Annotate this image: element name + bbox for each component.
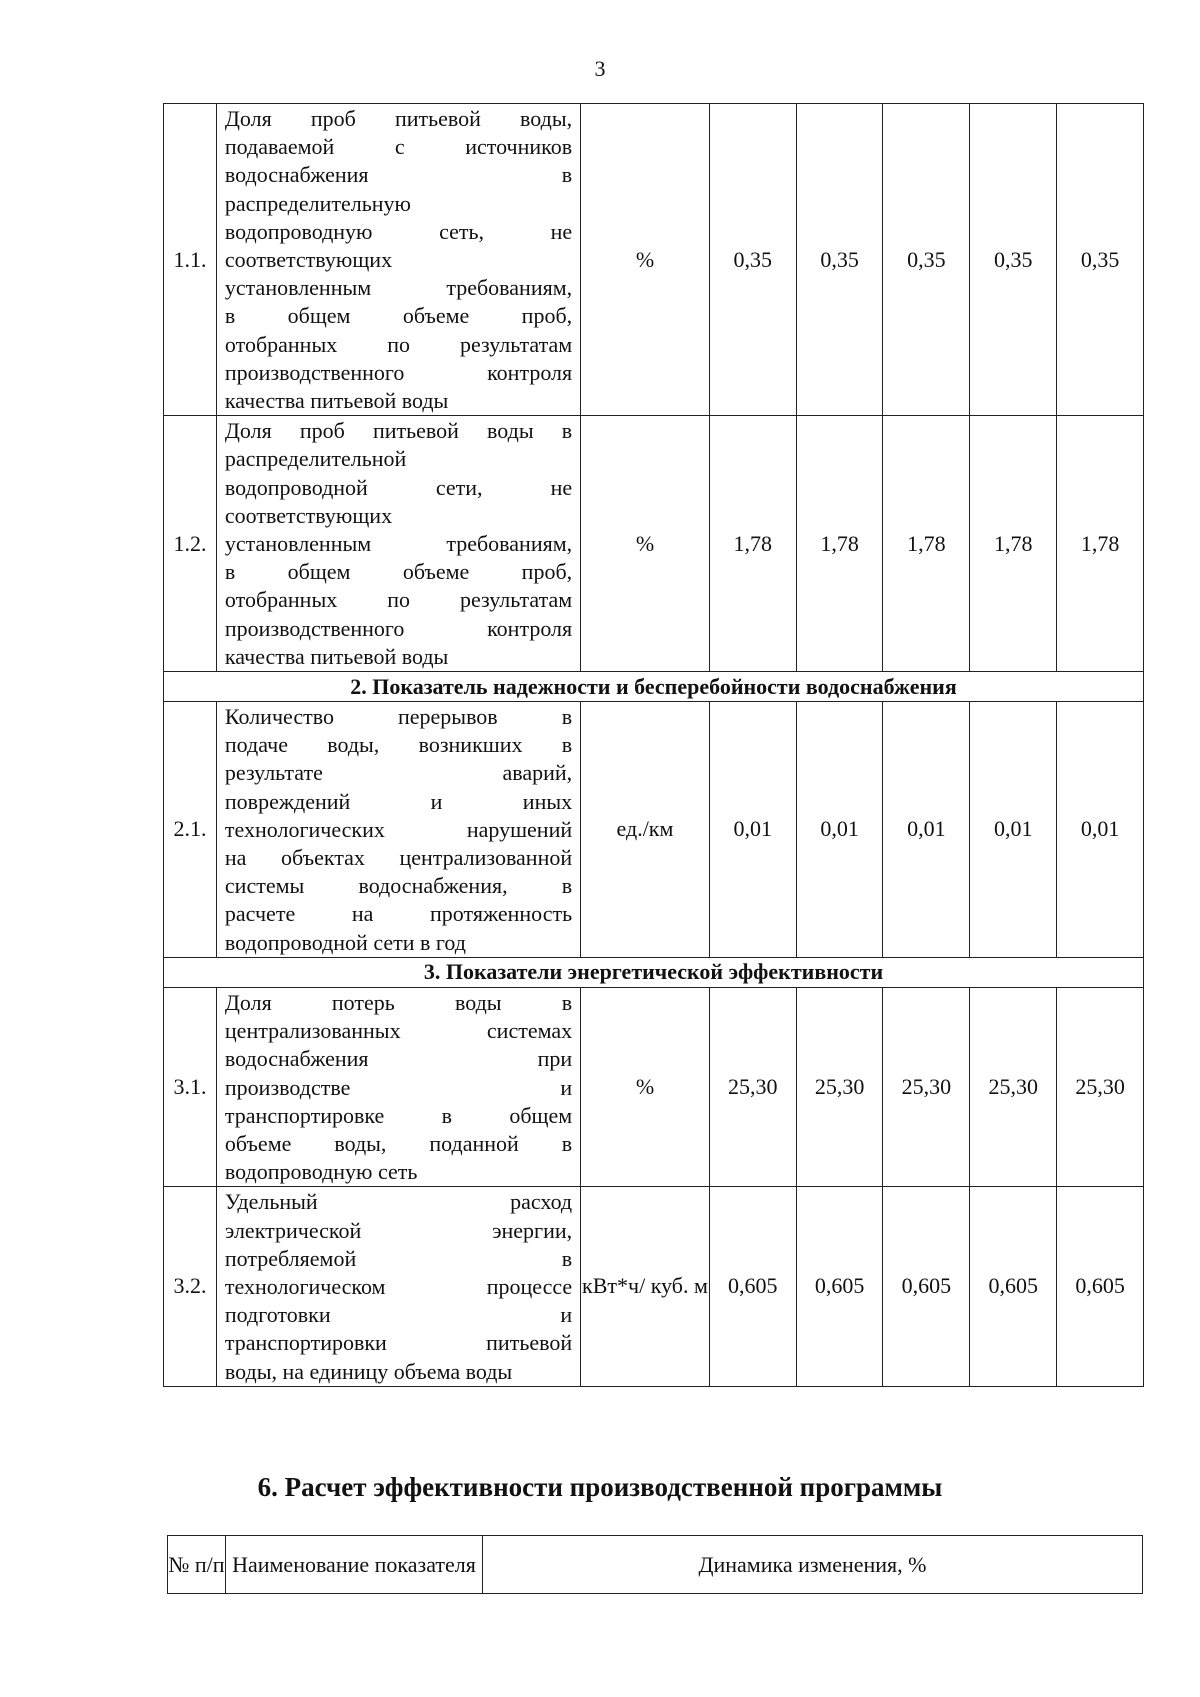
description-line: подаче воды, возникших в <box>224 732 573 758</box>
description-line: качества питьевой воды <box>224 643 449 669</box>
table-row <box>164 987 1144 1186</box>
indicator-description <box>216 416 580 672</box>
description-line: системы водоснабжения, в <box>224 873 573 899</box>
description-line: на объектах централизованной <box>224 845 573 871</box>
value-cell: 1,78 <box>709 416 796 672</box>
section-header: 3. Показатели энергетической эффективности <box>164 957 1144 987</box>
row-number: 1.2. <box>164 416 217 672</box>
value-cell: 0,605 <box>709 1187 796 1386</box>
description-line: отобранных по результатам <box>224 331 573 357</box>
description-line: технологическом процессе <box>224 1273 573 1299</box>
value-cell: 0,35 <box>709 104 796 416</box>
description-line: повреждений и иных <box>224 788 573 814</box>
description-line: централизованных системах <box>224 1018 573 1044</box>
value-cell: 25,30 <box>709 987 796 1186</box>
table-row <box>164 416 1144 672</box>
description-line: в общем объеме проб, <box>224 303 573 329</box>
description-line: отобранных по результатам <box>224 587 573 613</box>
description-line: водоснабжения при <box>224 1046 573 1072</box>
description-line: распределительную <box>224 190 411 216</box>
description-line: водопроводной сети, не <box>224 474 573 500</box>
unit-cell: % <box>581 104 710 416</box>
value-cell: 0,35 <box>1057 104 1144 416</box>
value-cell: 0,35 <box>796 104 883 416</box>
description-line: объеме воды, поданной в <box>224 1130 573 1156</box>
description-line: подаваемой с источников <box>224 134 573 160</box>
value-cell: 25,30 <box>1057 987 1144 1186</box>
description-line: Удельный расход <box>224 1189 573 1215</box>
value-cell: 25,30 <box>796 987 883 1186</box>
row-number: 2.1. <box>164 702 217 958</box>
efficiency-table <box>167 1535 1143 1594</box>
description-line: производстве и <box>224 1074 573 1100</box>
description-line: Доля потерь воды в <box>224 989 573 1015</box>
value-cell: 1,78 <box>883 416 970 672</box>
row-number: 3.2. <box>164 1187 217 1386</box>
value-cell: 1,78 <box>1057 416 1144 672</box>
section-title: 6. Расчет эффективности производственной программы <box>257 1472 943 1502</box>
value-cell: 0,01 <box>1057 702 1144 958</box>
description-line: водопроводную сеть <box>224 1159 418 1185</box>
value-cell: 1,78 <box>796 416 883 672</box>
value-cell: 0,35 <box>883 104 970 416</box>
section-header-row <box>164 957 1144 987</box>
value-cell: 25,30 <box>883 987 970 1186</box>
section-header-row <box>164 672 1144 702</box>
description-line: производственного контроля <box>224 615 573 641</box>
unit-cell: % <box>581 416 710 672</box>
indicator-description <box>216 104 580 416</box>
description-line: в общем объеме проб, <box>224 559 573 585</box>
row-number: 1.1. <box>164 104 217 416</box>
description-line: соответствующих <box>224 502 393 528</box>
indicator-description <box>216 987 580 1186</box>
unit-cell: кВт*ч/ куб. м <box>581 1187 710 1386</box>
description-line: воды, на единицу объема воды <box>224 1358 513 1384</box>
value-cell: 0,605 <box>1057 1187 1144 1386</box>
indicator-description <box>216 702 580 958</box>
value-cell: 0,01 <box>796 702 883 958</box>
description-line: качества питьевой воды <box>224 388 449 414</box>
value-cell: 0,35 <box>970 104 1057 416</box>
value-cell: 0,01 <box>883 702 970 958</box>
description-line: соответствующих <box>224 247 393 273</box>
description-line: производственного контроля <box>224 359 573 385</box>
header-number: № п/п <box>168 1536 226 1594</box>
description-line: расчете на протяженность <box>224 901 573 927</box>
unit-cell: ед./км <box>581 702 710 958</box>
row-number: 3.1. <box>164 987 217 1186</box>
description-line: электрической энергии, <box>224 1217 573 1243</box>
description-line: водоснабжения в <box>224 162 573 188</box>
header-dynamics: Динамика изменения, % <box>483 1536 1143 1594</box>
table-row <box>164 702 1144 958</box>
value-cell: 1,78 <box>970 416 1057 672</box>
description-line: водопроводной сети в год <box>224 929 466 955</box>
table-row <box>164 1187 1144 1386</box>
description-line: установленным требованиям, <box>224 531 573 557</box>
description-line: распределительной <box>224 446 407 472</box>
description-line: Доля проб питьевой воды, <box>224 106 573 131</box>
value-cell: 0,605 <box>970 1187 1057 1386</box>
value-cell: 0,01 <box>709 702 796 958</box>
indicator-description <box>216 1187 580 1386</box>
description-line: потребляемой в <box>224 1245 573 1271</box>
unit-cell: % <box>581 987 710 1186</box>
table-row <box>164 104 1144 416</box>
description-line: установленным требованиям, <box>224 275 573 301</box>
description-line: технологических нарушений <box>224 816 573 842</box>
value-cell: 25,30 <box>970 987 1057 1186</box>
description-line: результате аварий, <box>224 760 573 786</box>
description-line: подготовки и <box>224 1302 573 1328</box>
value-cell: 0,605 <box>796 1187 883 1386</box>
value-cell: 0,01 <box>970 702 1057 958</box>
header-indicator-name: Наименование показателя <box>226 1536 483 1594</box>
description-line: транспортировки питьевой <box>224 1330 573 1356</box>
description-line: водопроводную сеть, не <box>224 218 573 244</box>
description-line: транспортировке в общем <box>224 1102 573 1128</box>
table-header-row <box>168 1536 1143 1594</box>
section-header: 2. Показатель надежности и бесперебойности водоснабжения <box>164 672 1144 702</box>
page-number: 3 <box>594 56 606 81</box>
description-line: Доля проб питьевой воды в <box>224 418 573 444</box>
description-line: Количество перерывов в <box>224 704 573 730</box>
value-cell: 0,605 <box>883 1187 970 1386</box>
indicators-table <box>163 103 1144 1387</box>
